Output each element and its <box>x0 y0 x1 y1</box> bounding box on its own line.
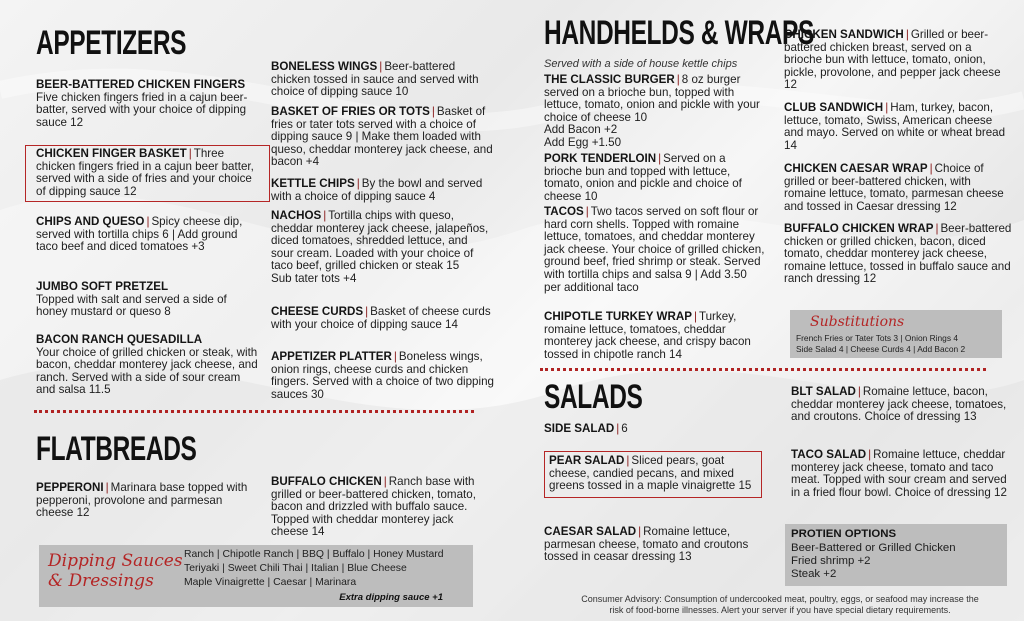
menu-item: APPETIZER PLATTER | Boneless wings, onion rings, cheese curds and chicken fingers. Served with a choice of two dipping sauces 30 <box>271 350 494 401</box>
item-desc: 6 <box>621 422 628 435</box>
item-extra: Add Egg +1.50 <box>544 135 622 149</box>
item-desc: Boneless wings, onion rings, cheese curds and chicken fingers. Served with a choice of two dipping sauces 30 <box>271 350 494 401</box>
item-name: BLT SALAD <box>791 385 856 398</box>
substitutions-line: French Fries or Tater Tots 3 | Onion Rings 4 <box>796 333 958 343</box>
item-desc: Tortilla chips with queso, cheddar monterey jack cheese, jalapeños, diced tomatoes, shredded lettuce, and sour cream. Loaded with your choice of taco beef, grilled chicken or steak 15 <box>271 209 489 273</box>
item-desc: Ham, turkey, bacon, lettuce, tomato, Swiss, American cheese and mayo. Served on white or wheat bread 14 <box>784 101 1006 152</box>
item-name: BASKET OF FRIES OR TOTS <box>271 105 430 118</box>
item-desc: Choice of grilled or beer-battered chicken, with romaine lettuce, tomato, parmesan cheese and tossed in Caesar dressing 12 <box>784 162 1004 213</box>
dipping-line: Teriyaki | Sweet Chili Thai | Italian | Blue Cheese <box>184 563 407 574</box>
item-extra: Sub tater tots +4 <box>271 271 357 285</box>
item-desc: 8 oz burger served on a brioche bun, topped with lettuce, tomato, onion and pickle with your choice of cheese 10 <box>544 73 760 124</box>
item-name: CHICKEN SANDWICH <box>784 28 904 41</box>
section-divider <box>540 368 986 371</box>
item-desc: Beer-battered chicken or grilled chicken, bacon, diced tomato, cheddar monterey jack cheese, romaine lettuce, tossed in buffalo sauce and ranch dressing 12 <box>784 222 1012 286</box>
item-desc: Romaine lettuce, bacon, cheddar monterey jack cheese, tomatoes, and croutons. Choice of dressing 13 <box>791 385 1007 424</box>
item-name: JUMBO SOFT PRETZEL <box>36 280 169 293</box>
item-name: CHIPS AND QUESO <box>36 215 145 228</box>
menu-item: KETTLE CHIPS | By the bowl and served with a choice of dipping sauce 4 <box>271 177 483 203</box>
item-name: BONELESS WINGS <box>271 60 378 73</box>
item-name: BEER-BATTERED CHICKEN FINGERS <box>36 78 246 91</box>
menu-item-highlighted: CHICKEN FINGER BASKET | Three chicken fingers fried in a cajun beer batter, served with a side of fries and your choice of dipping sauce 12 <box>25 145 270 202</box>
handhelds-subtitle: Served with a side of house kettle chips <box>544 58 738 70</box>
menu-item: BLT SALAD | Romaine lettuce, bacon, cheddar monterey jack cheese, tomatoes, and croutons. Choice of dressing 13 <box>791 385 1007 424</box>
item-name: BACON RANCH QUESADILLA <box>36 333 203 346</box>
menu-item: TACOS | Two tacos served on soft flour or hard corn shells. Topped with romaine lettuce, tomatoes, and cheddar monterey jack cheese. Your choice of grilled chicken, ground beef, fried shrimp or steak. Served with tortilla chips and salsa 9 | Add 3.50 per additional taco <box>544 205 765 294</box>
item-name: THE CLASSIC BURGER <box>544 73 675 86</box>
item-desc: Ranch base with grilled or beer-battered chicken, tomato, bacon and drizzled with buffalo sauce. Topped with cheddar monterey jack cheese 14 <box>271 475 476 539</box>
dipping-list <box>184 548 469 590</box>
item-desc: Topped with salt and served a side of honey mustard or queso 8 <box>36 292 227 319</box>
flatbreads-title: FLATBREADS <box>36 430 197 468</box>
item-desc: By the bowl and served with a choice of dipping sauce 4 <box>271 177 483 203</box>
menu-item <box>36 334 258 397</box>
item-desc: Basket of fries or tater tots served with a choice of dipping sauce 9 | Make them loaded with queso, cheddar monterey jack cheese, and bacon +4 <box>271 105 493 169</box>
dipping-sauces-panel <box>39 545 473 607</box>
item-name: PORK TENDERLOIN <box>544 152 657 165</box>
item-extra: Add Bacon +2 <box>544 123 618 137</box>
menu-item: PORK TENDERLOIN | Served on a brioche bun and topped with lettuce, tomato, onion and pickle and choice of cheese 10 <box>544 152 742 203</box>
dipping-title-line1: Dipping Sauces <box>48 551 183 571</box>
menu-item: BONELESS WINGS | Beer-battered chicken tossed in sauce and served with choice of dipping sauce 10 <box>271 60 479 99</box>
item-name: BUFFALO CHICKEN <box>271 475 382 488</box>
substitutions-panel <box>790 310 1002 358</box>
item-desc: Grilled or beer-battered chicken breast, served on a brioche bun with lettuce, tomato, onion, pickle, provolone, and pepper jack cheese 12 <box>784 28 1001 92</box>
item-name: SIDE SALAD <box>544 422 615 435</box>
item-name: NACHOS <box>271 209 322 222</box>
item-name: KETTLE CHIPS <box>271 177 355 190</box>
item-name: CHICKEN FINGER BASKET <box>36 147 187 160</box>
menu-item: CHICKEN CAESAR WRAP | Choice of grilled or beer-battered chicken, with romaine lettuce, tomato, parmesan cheese and tossed in Caesar dressing 12 <box>784 162 1004 213</box>
item-desc: Three chicken fingers fried in a cajun beer batter, served with a side of fries and your choice of dipping sauce 12 <box>36 147 254 198</box>
menu-item: CHIPS AND QUESO | Spicy cheese dip, served with tortilla chips 6 | Add ground taco beef and diced tomatoes +3 <box>36 215 243 254</box>
handhelds-title: HANDHELDS & WRAPS <box>544 14 814 52</box>
item-name: CAESAR SALAD <box>544 525 637 538</box>
extra-dipping-note: Extra dipping sauce +1 <box>339 592 443 603</box>
item-name: PEAR SALAD <box>549 454 625 467</box>
item-desc: Beer-battered chicken tossed in sauce and served with choice of dipping sauce 10 <box>271 60 479 99</box>
menu-item: CHICKEN SANDWICH | Grilled or beer-battered chicken breast, served on a brioche bun with lettuce, tomato, onion, pickle, provolone, and pepper jack cheese 12 <box>784 28 1001 92</box>
item-desc: Two tacos served on soft flour or hard corn shells. Topped with romaine lettuce, tomatoes, and cheddar monterey jack cheese. Your choice of grilled chicken, ground beef, fried shrimp or steak. Served with tortilla chips and salsa 9 | Add 3.50 per additional taco <box>544 205 765 294</box>
salads-title: SALADS <box>544 378 643 416</box>
menu-item <box>36 281 256 319</box>
item-desc: Basket of cheese curds with your choice of dipping sauce 14 <box>271 305 491 331</box>
menu-item-highlighted: PEAR SALAD | Sliced pears, goat cheese, candied pecans, and mixed greens tossed in a maple vinaigrette 15 <box>544 451 762 498</box>
consumer-advisory <box>545 594 1015 616</box>
advisory-line: Consumer Advisory: Consumption of undercooked meat, poultry, eggs, or seafood may increase the <box>581 594 979 604</box>
item-name: TACOS <box>544 205 584 218</box>
menu-item: BUFFALO CHICKEN WRAP | Beer-battered chicken or grilled chicken, bacon, diced tomato, cheddar monterey jack cheese, romaine lettuce, tossed in buffalo sauce and ranch dressing 12 <box>784 222 1012 286</box>
protein-line: Beer-Battered or Grilled Chicken <box>791 542 956 554</box>
protein-title: PROTIEN OPTIONS <box>791 528 897 540</box>
menu-item: BUFFALO CHICKEN | Ranch base with grilled or beer-battered chicken, tomato, bacon and drizzled with buffalo sauce. Topped with cheddar monterey jack cheese 14 <box>271 475 476 539</box>
menu-item <box>36 79 261 129</box>
item-name: CHIPOTLE TURKEY WRAP <box>544 310 692 323</box>
item-desc: Turkey, romaine lettuce, tomatoes, cheddar monterey jack cheese, and crispy bacon tossed in chipotle ranch 14 <box>544 310 751 361</box>
menu-item: CHIPOTLE TURKEY WRAP | Turkey, romaine lettuce, tomatoes, cheddar monterey jack cheese, and crispy bacon tossed in chipotle ranch 14 <box>544 310 751 361</box>
protein-line: Fried shrimp +2 <box>791 555 871 567</box>
item-name: TACO SALAD <box>791 448 867 461</box>
item-desc: Five chicken fingers fried in a cajun beer-batter, served with your choice of dipping sauce 12 <box>36 90 248 129</box>
dipping-line: Ranch | Chipotle Ranch | BBQ | Buffalo | Honey Mustard <box>184 549 444 560</box>
menu-item: CAESAR SALAD | Romaine lettuce, parmesan cheese, tomato and croutons tossed in ceasar dressing 13 <box>544 525 749 564</box>
advisory-line: risk of food-borne illnesses. Alert your server if you have special dietary requirements. <box>609 605 951 615</box>
item-name: BUFFALO CHICKEN WRAP <box>784 222 934 235</box>
menu-item: TACO SALAD | Romaine lettuce, cheddar monterey jack cheese, tomato and taco meat. Topped with sour cream and served in a fried flour bowl. Choice of dressing 12 <box>791 448 1007 499</box>
dipping-title-line2: & Dressings <box>48 571 154 591</box>
menu-item: CLUB SANDWICH | Ham, turkey, bacon, lettuce, tomato, Swiss, American cheese and mayo. Served on white or wheat bread 14 <box>784 101 1006 152</box>
item-name: CHICKEN CAESAR WRAP <box>784 162 928 175</box>
item-name: PEPPERONI <box>36 481 104 494</box>
item-desc: Spicy cheese dip, served with tortilla chips 6 | Add ground taco beef and diced tomatoes +3 <box>36 215 243 254</box>
menu-item: BASKET OF FRIES OR TOTS | Basket of fries or tater tots served with a choice of dipping sauce 9 | Make them loaded with queso, cheddar monterey jack cheese, and bacon +4 <box>271 105 493 169</box>
substitutions-line: Side Salad 4 | Cheese Curds 4 | Add Bacon 2 <box>796 344 966 354</box>
menu-item: CHEESE CURDS | Basket of cheese curds with your choice of dipping sauce 14 <box>271 305 491 331</box>
menu-item: SIDE SALAD | 6 <box>544 422 628 435</box>
item-desc: Sliced pears, goat cheese, candied pecans, and mixed greens tossed in a maple vinaigrette 15 <box>549 454 752 493</box>
menu-item: NACHOS | Tortilla chips with queso, cheddar monterey jack cheese, jalapeños, diced tomatoes, shredded lettuce, and sour cream. Loaded with your choice of taco beef, grilled chicken or steak 15 Sub tater tots +4 <box>271 209 489 285</box>
menu-item: PEPPERONI | Marinara base topped with pepperoni, provolone and parmesan cheese 12 <box>36 481 248 520</box>
item-desc: Marinara base topped with pepperoni, provolone and parmesan cheese 12 <box>36 481 248 520</box>
menu-item: THE CLASSIC BURGER | 8 oz burger served on a brioche bun, topped with lettuce, tomato, onion and pickle with your choice of cheese 10 Add Bacon +2 Add Egg +1.50 <box>544 73 760 149</box>
item-desc: Served on a brioche bun and topped with lettuce, tomato, onion and pickle and choice of cheese 10 <box>544 152 742 203</box>
item-name: CHEESE CURDS <box>271 305 364 318</box>
item-desc: Romaine lettuce, parmesan cheese, tomato and croutons tossed in ceasar dressing 13 <box>544 525 749 564</box>
dipping-line: Maple Vinaigrette | Caesar | Marinara <box>184 577 357 588</box>
item-name: APPETIZER PLATTER <box>271 350 392 363</box>
item-desc: Your choice of grilled chicken or steak, with bacon, cheddar monterey jack cheese, and ranch. Served with a side of sour cream and salsa 11.5 <box>36 345 258 397</box>
section-divider <box>34 410 474 413</box>
item-desc: Romaine lettuce, cheddar monterey jack cheese, tomato and taco meat. Topped with sour cream and served in a fried flour bowl. Choice of dressing 12 <box>791 448 1007 499</box>
protein-line: Steak +2 <box>791 568 837 580</box>
item-name: CLUB SANDWICH <box>784 101 884 114</box>
appetizers-title: APPETIZERS <box>36 24 187 62</box>
substitutions-title: Substitutions <box>810 314 905 330</box>
protein-options-panel <box>785 524 1007 586</box>
